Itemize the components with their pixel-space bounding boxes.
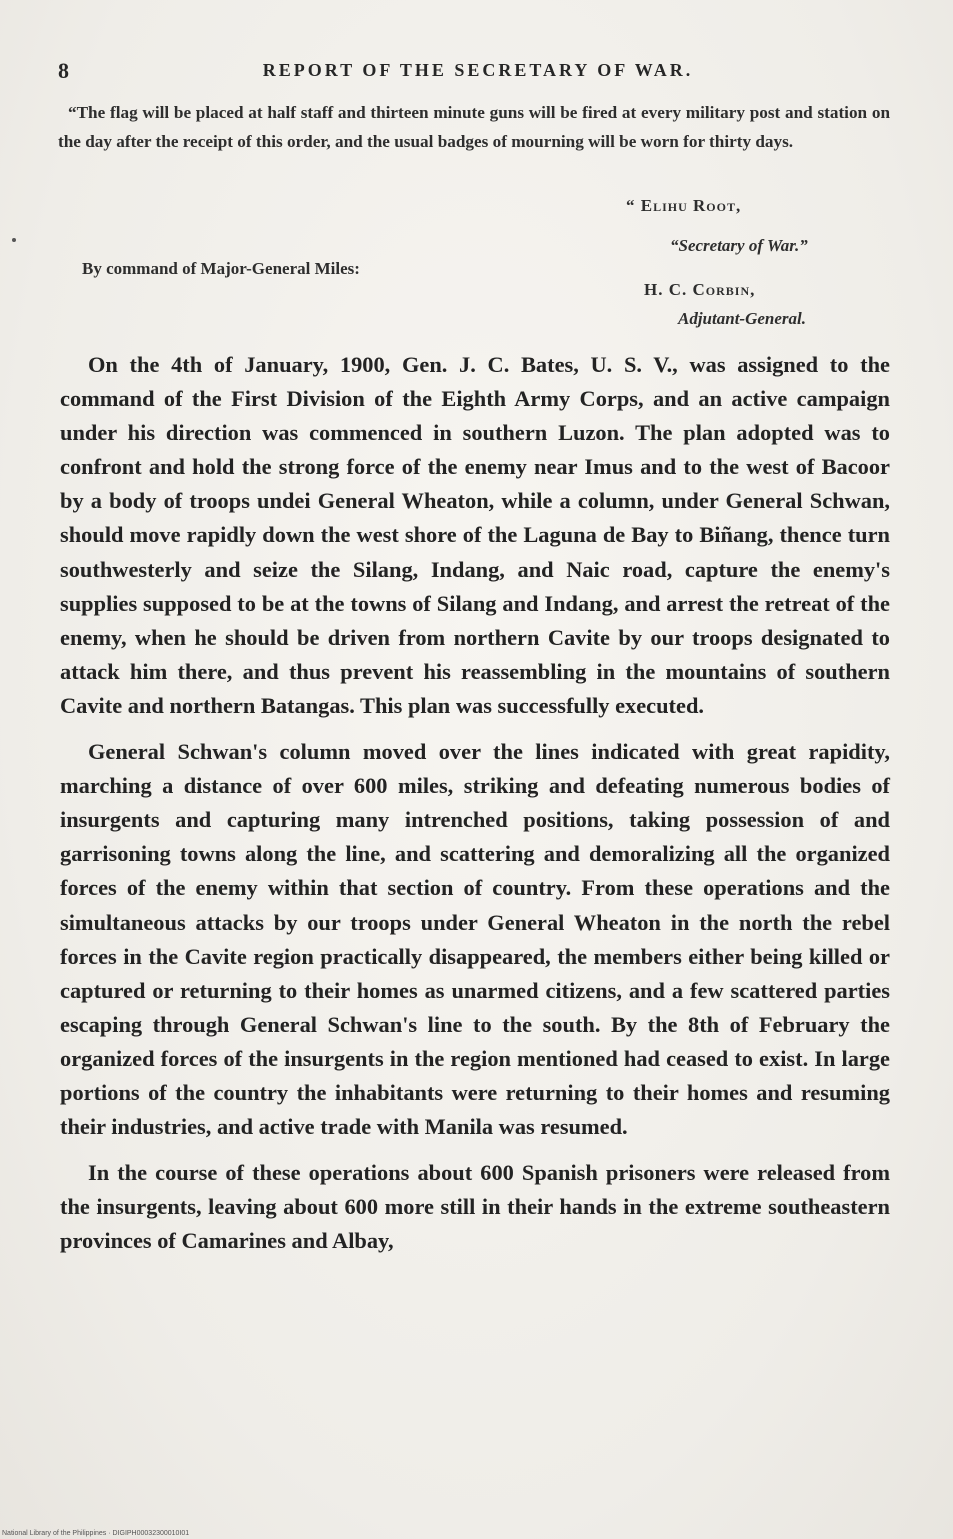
body-paragraph: In the course of these operations about 600 Spanish prisoners were released from the insurgents, leaving about 600 more still in their hands in the extreme southeastern provinces of Camarines and Albay, bbox=[60, 1160, 890, 1254]
running-title: REPORT OF THE SECRETARY OF WAR. bbox=[262, 60, 694, 80]
signature-title-adjutant: Adjutant-General. bbox=[678, 309, 806, 328]
signature-name-corbin: H. C. Corbin, bbox=[644, 280, 756, 299]
body-text bbox=[60, 348, 890, 1270]
library-stamp: National Library of the Philippines · DIGIPH00032300010I01 bbox=[2, 1530, 190, 1537]
body-paragraph: General Schwan's column moved over the lines indicated with great rapidity, marching a distance of over 600 miles, striking and defeating numerous bodies of insurgents and capturing many intrenched positions, taking possession of and garrisoning towns along the line, and scattering and demoralizing all the organized forces of the enemy within that section of country. From these operations and the simultaneous attacks by our troops under General Wheaton in the north the rebel forces in the Cavite region practically disappeared, the members either being killed or captured or returning to their homes as unarmed citizens, and a few scattered parties escaping through General Schwan's line to the south. By the 8th of February the organized forces of the insurgents in the region mentioned had ceased to exist. In large portions of the country the inhabitants were returning to their homes and resuming their industries, and active trade with Manila was resumed. bbox=[60, 739, 890, 1140]
signature-title-secretary: “Secretary of War.” bbox=[670, 236, 808, 255]
page-number: 8 bbox=[58, 58, 69, 83]
body-paragraph: On the 4th of January, 1900, Gen. J. C. Bates, U. S. V., was assigned to the command of the First Division of the Eighth Army Corps, and an active campaign under his direction was commenced in southern Luzon. The plan adopted was to confront and hold the strong force of the enemy near Imus and to the west of Bacoor by a body of troops undei General Wheaton, while a column, under General Schwan, should move rapidly down the west shore of the Laguna de Bay to Biñang, thence turn southwesterly and seize the Silang, Indang, and Naic road, capture the enemy's supplies supposed to be at the towns of Silang and Indang, and arrest the retreat of the enemy, when he should be driven from northern Cavite by our troops designated to attack him there, and thus prevent his reassembling in the mountains of southern Cavite and northern Batangas. This plan was successfully executed. bbox=[60, 352, 890, 718]
quoted-order-text: “The flag will be placed at half staff and thirteen minute guns will be fired at every military post and station on the day after the receipt of this order, and the usual badges of mourning will be worn for thirty days. bbox=[58, 103, 890, 151]
scan-speck bbox=[12, 238, 16, 242]
signature-name-root: “ Elihu Root, bbox=[626, 196, 742, 215]
by-command-line: By command of Major-General Miles: bbox=[82, 259, 360, 278]
page-header bbox=[58, 58, 898, 88]
